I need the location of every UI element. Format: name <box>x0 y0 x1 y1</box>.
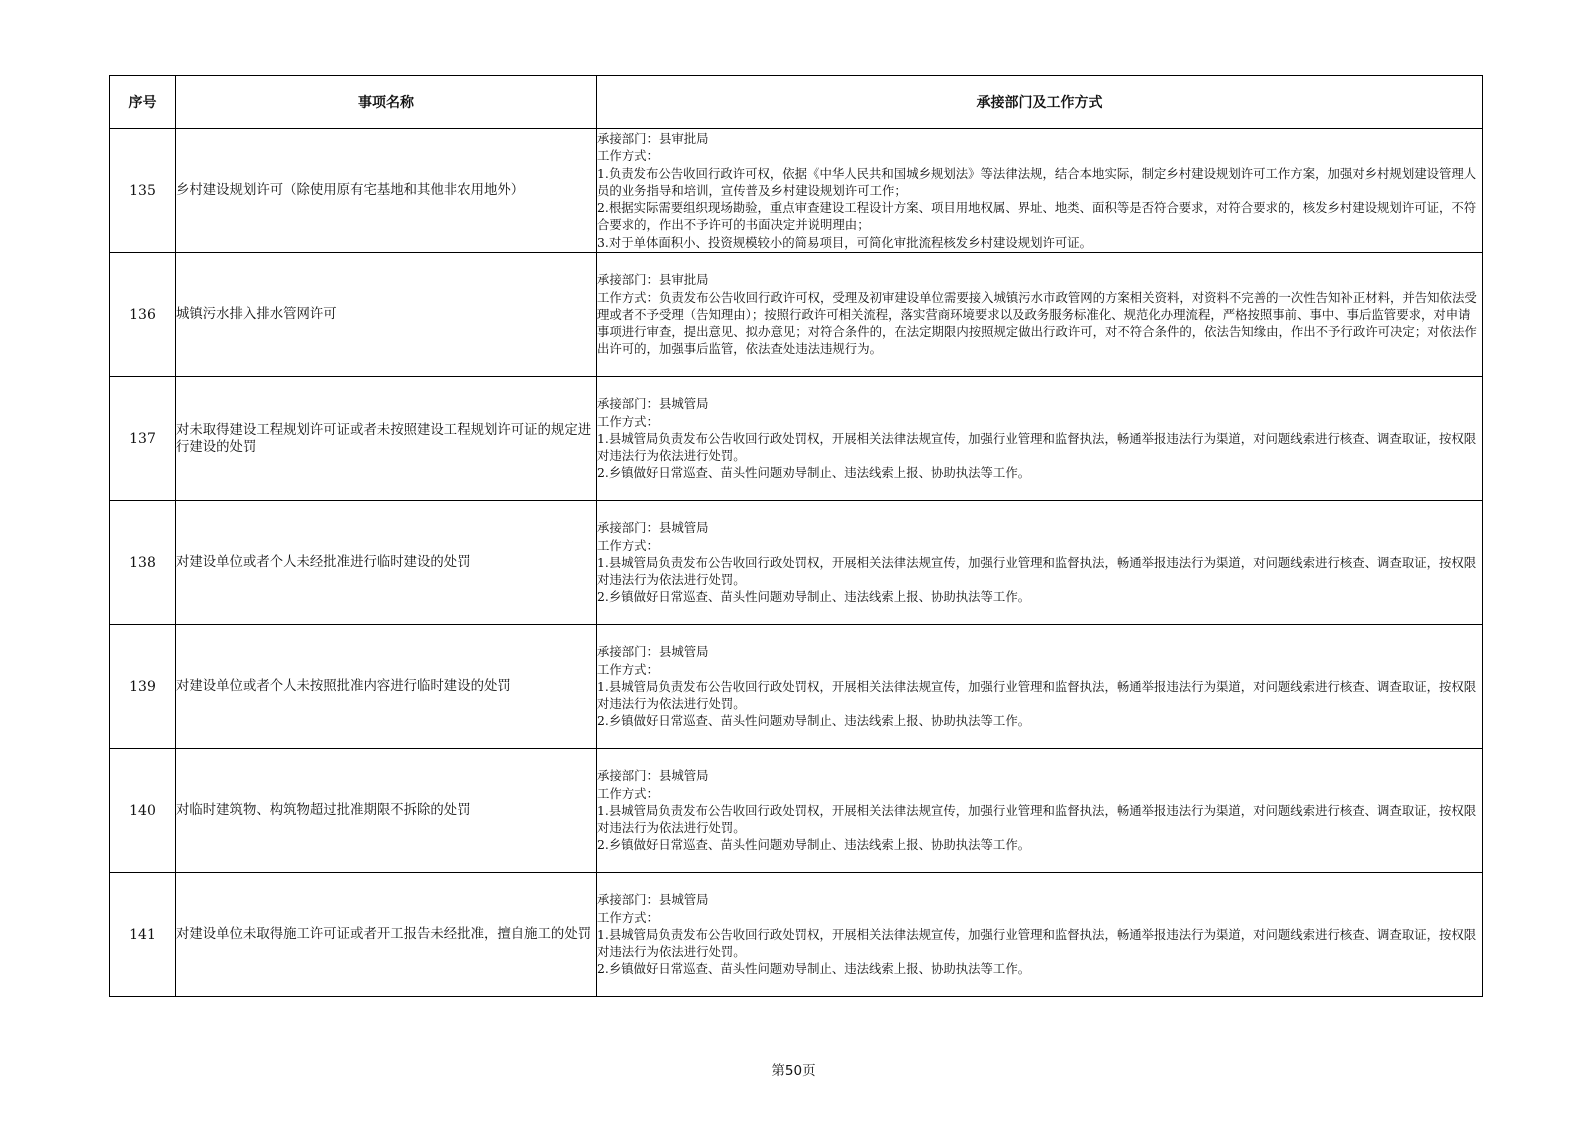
row-department-and-method <box>597 873 1483 997</box>
page-number: 第50页 <box>771 1063 816 1079</box>
row-item-name: 对未取得建设工程规划许可证或者未按照建设工程规划许可证的规定进行建设的处罚 <box>176 377 597 501</box>
row-item-name: 对临时建筑物、构筑物超过批准期限不拆除的处罚 <box>176 749 597 873</box>
header-item-name: 事项名称 <box>176 76 597 129</box>
table-header-row <box>110 76 1483 129</box>
description-line: 承接部门：县城管局 <box>597 768 709 784</box>
row-serial-number: 138 <box>110 501 176 625</box>
row-department-and-method <box>597 129 1483 253</box>
description-line: 1.县城管局负责发布公告收回行政处罚权，开展相关法律法规宣传，加强行业管理和监督执法，畅通举报违法行为渠道，对问题线索进行核查、调查取证，按权限对违法行为依法进行处罚。 <box>597 926 1477 960</box>
table-row <box>110 501 1483 625</box>
row-item-name: 城镇污水排入排水管网许可 <box>176 253 597 377</box>
row-item-name: 对建设单位未取得施工许可证或者开工报告未经批准，擅自施工的处罚 <box>176 873 597 997</box>
description-line: 承接部门：县城管局 <box>597 396 709 412</box>
description-line: 2.根据实际需要组织现场勘验，重点审查建设工程设计方案、项目用地权属、界址、地类、面积等是否符合要求，对符合要求的，核发乡村建设规划许可证，不符合要求的，作出不予许可的书面决定并说明理由； <box>597 200 1477 233</box>
row-serial-number: 141 <box>110 873 176 997</box>
description-line: 1.县城管局负责发布公告收回行政处罚权，开展相关法律法规宣传，加强行业管理和监督执法，畅通举报违法行为渠道，对问题线索进行核查、调查取证，按权限对违法行为依法进行处罚。 <box>597 554 1477 588</box>
description-line: 1.县城管局负责发布公告收回行政处罚权，开展相关法律法规宣传，加强行业管理和监督执法，畅通举报违法行为渠道，对问题线索进行核查、调查取证，按权限对违法行为依法进行处罚。 <box>597 678 1477 712</box>
description-line: 3.对于单体面积小、投资规模较小的简易项目，可简化审批流程核发乡村建设规划许可证。 <box>597 234 1093 250</box>
table-row <box>110 873 1483 997</box>
description-line: 承接部门：县审批局 <box>597 131 709 147</box>
table-row <box>110 749 1483 873</box>
row-serial-number: 135 <box>110 129 176 253</box>
row-department-and-method <box>597 253 1483 377</box>
description-line: 工作方式：负责发布公告收回行政许可权，受理及初审建设单位需要接入城镇污水市政管网的方案相关资料，对资料不完善的一次性告知补正材料，并告知依法受理或者不予受理（告知理由）；按照行政许可相关流程，落实营商环境要求以及政务服务标准化、规范化办理流程，严格按照事前、事中、事后监管要求，对申请事项进行审查，提出意见、拟办意见；对符合条件的，在法定期限内按照规定做出行政许可，对不符合条件的，依法告知缘由，作出不予行政许可决定；对依法作出许可的，加强事后监管，依法查处违法违规行为。 <box>597 289 1477 357</box>
row-department-and-method <box>597 501 1483 625</box>
row-item-name: 对建设单位或者个人未经批准进行临时建设的处罚 <box>176 501 597 625</box>
description-line: 工作方式： <box>597 413 659 429</box>
description-line: 承接部门：县城管局 <box>597 892 709 908</box>
description-line: 1.县城管局负责发布公告收回行政处罚权，开展相关法律法规宣传，加强行业管理和监督执法，畅通举报违法行为渠道，对问题线索进行核查、调查取证，按权限对违法行为依法进行处罚。 <box>597 802 1477 836</box>
description-line: 工作方式： <box>597 148 659 164</box>
description-line: 承接部门：县城管局 <box>597 644 709 660</box>
row-department-and-method <box>597 749 1483 873</box>
header-department-and-method: 承接部门及工作方式 <box>597 76 1483 129</box>
table-row <box>110 129 1483 253</box>
row-department-and-method <box>597 377 1483 501</box>
description-line: 2.乡镇做好日常巡查、苗头性问题劝导制止、违法线索上报、协助执法等工作。 <box>597 961 1031 977</box>
row-item-name: 乡村建设规划许可（除使用原有宅基地和其他非农用地外） <box>176 129 597 253</box>
description-line: 1.负责发布公告收回行政许可权，依据《中华人民共和国城乡规划法》等法律法规，结合本地实际，制定乡村建设规划许可工作方案，加强对乡村规划建设管理人员的业务指导和培训，宣传普及乡村建设规划许可工作； <box>597 165 1477 198</box>
items-table <box>109 75 1483 997</box>
row-department-and-method <box>597 625 1483 749</box>
table-row <box>110 253 1483 377</box>
description-line: 2.乡镇做好日常巡查、苗头性问题劝导制止、违法线索上报、协助执法等工作。 <box>597 589 1031 605</box>
table-row <box>110 377 1483 501</box>
description-line: 工作方式： <box>597 785 659 801</box>
row-serial-number: 137 <box>110 377 176 501</box>
description-line: 2.乡镇做好日常巡查、苗头性问题劝导制止、违法线索上报、协助执法等工作。 <box>597 837 1031 853</box>
description-line: 2.乡镇做好日常巡查、苗头性问题劝导制止、违法线索上报、协助执法等工作。 <box>597 713 1031 729</box>
description-line: 1.县城管局负责发布公告收回行政处罚权，开展相关法律法规宣传，加强行业管理和监督执法，畅通举报违法行为渠道，对问题线索进行核查、调查取证，按权限对违法行为依法进行处罚。 <box>597 430 1477 464</box>
table-row <box>110 625 1483 749</box>
row-item-name: 对建设单位或者个人未按照批准内容进行临时建设的处罚 <box>176 625 597 749</box>
description-line: 工作方式： <box>597 909 659 925</box>
row-serial-number: 140 <box>110 749 176 873</box>
row-serial-number: 139 <box>110 625 176 749</box>
description-line: 工作方式： <box>597 661 659 677</box>
description-line: 承接部门：县城管局 <box>597 520 709 536</box>
row-serial-number: 136 <box>110 253 176 377</box>
description-line: 承接部门：县审批局 <box>597 272 709 288</box>
description-line: 2.乡镇做好日常巡查、苗头性问题劝导制止、违法线索上报、协助执法等工作。 <box>597 465 1031 481</box>
header-serial-number: 序号 <box>110 76 176 129</box>
description-line: 工作方式： <box>597 537 659 553</box>
